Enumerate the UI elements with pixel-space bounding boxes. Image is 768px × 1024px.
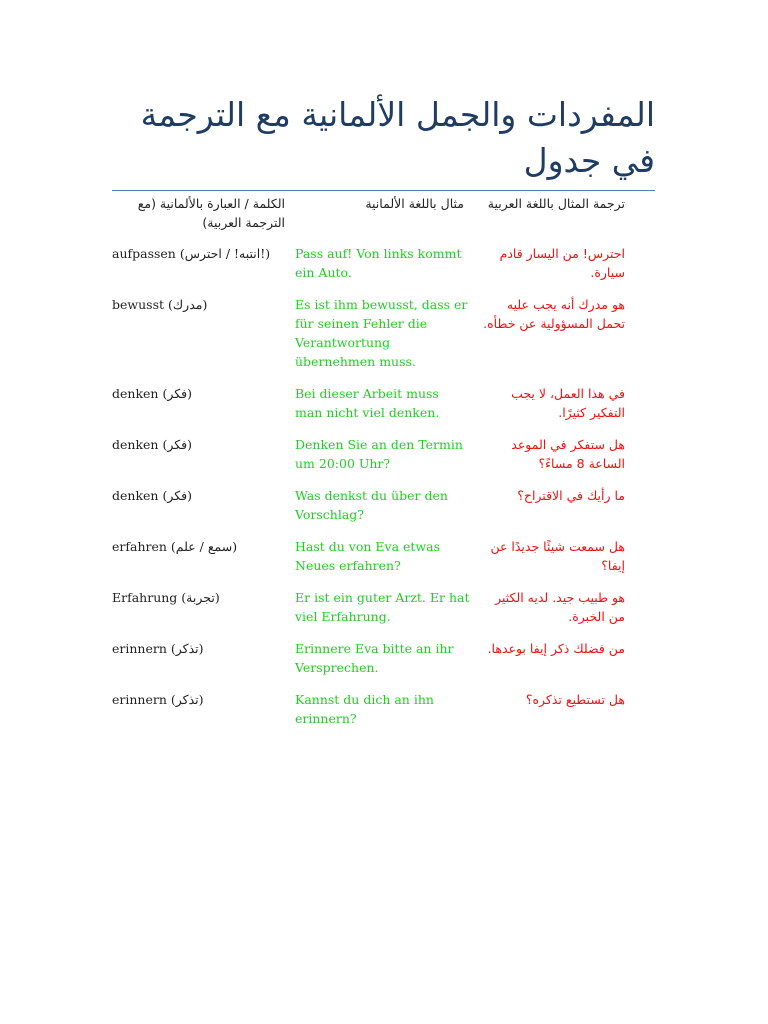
cell-example: Was denkst du über den Vorschlag? xyxy=(295,488,448,522)
table-row xyxy=(112,435,655,486)
cell-word: denken (فكر) xyxy=(112,488,192,503)
vocabulary-table xyxy=(112,194,655,741)
header-example: مثال باللغة الألمانية xyxy=(365,196,464,211)
cell-example: Denken Sie an den Termin um 20:00 Uhr? xyxy=(295,437,463,471)
cell-example: Kannst du dich an ihn erinnern? xyxy=(295,692,434,726)
cell-example: Hast du von Eva etwas Neues erfahren? xyxy=(295,539,441,573)
table-row xyxy=(112,384,655,435)
cell-example: Pass auf! Von links kommt ein Auto. xyxy=(295,246,462,280)
table-row xyxy=(112,639,655,690)
cell-translation: هل ستفكر في الموعد الساعة 8 مساءً؟ xyxy=(511,437,625,471)
cell-translation: من فضلك ذكر إيفا بوعدها. xyxy=(487,641,625,656)
header-word: الكلمة / العبارة بالألمانية (مع الترجمة العربية) xyxy=(137,196,285,230)
cell-word: denken (فكر) xyxy=(112,437,192,452)
cell-word: erinnern (تذكر) xyxy=(112,692,204,707)
cell-translation: ما رأيك في الاقتراح؟ xyxy=(517,488,625,503)
table-row xyxy=(112,588,655,639)
cell-example: Bei dieser Arbeit muss man nicht viel denken. xyxy=(295,386,440,420)
table-header-row xyxy=(112,194,655,244)
cell-word: bewusst (مدرك) xyxy=(112,297,208,312)
table-row xyxy=(112,537,655,588)
cell-example: Er ist ein guter Arzt. Er hat viel Erfahrung. xyxy=(295,590,470,624)
table-row xyxy=(112,486,655,537)
cell-translation: هل تستطيع تذكره؟ xyxy=(525,692,625,707)
header-translation: ترجمة المثال باللغة العربية xyxy=(487,196,625,211)
table-row xyxy=(112,690,655,741)
cell-example: Es ist ihm bewusst, dass er für seinen Fehler die Verantwortung übernehmen muss. xyxy=(295,297,468,369)
table-row xyxy=(112,244,655,295)
document-title: المفردات والجمل الألمانية مع الترجمة في جدول xyxy=(112,0,655,191)
cell-translation: في هذا العمل، لا يجب التفكير كثيرًا. xyxy=(511,386,625,420)
table-row xyxy=(112,295,655,384)
cell-word: aufpassen (انتبه! / احترس!) xyxy=(112,246,271,261)
cell-translation: احترس! من اليسار قادم سيارة. xyxy=(499,246,625,280)
cell-translation: هو مدرك أنه يجب عليه تحمل المسؤولية عن خطأه. xyxy=(483,297,625,331)
cell-word: denken (فكر) xyxy=(112,386,192,401)
cell-word: erfahren (سمع / علم) xyxy=(112,539,238,554)
cell-translation: هو طبيب جيد. لديه الكثير من الخبرة. xyxy=(495,590,625,624)
cell-translation: هل سمعت شيئًا جديدًا عن إيفا؟ xyxy=(490,539,625,573)
document-page xyxy=(112,0,655,191)
cell-word: erinnern (تذكر) xyxy=(112,641,204,656)
cell-example: Erinnere Eva bitte an ihr Versprechen. xyxy=(295,641,454,675)
cell-word: Erfahrung (تجربة) xyxy=(112,590,220,605)
